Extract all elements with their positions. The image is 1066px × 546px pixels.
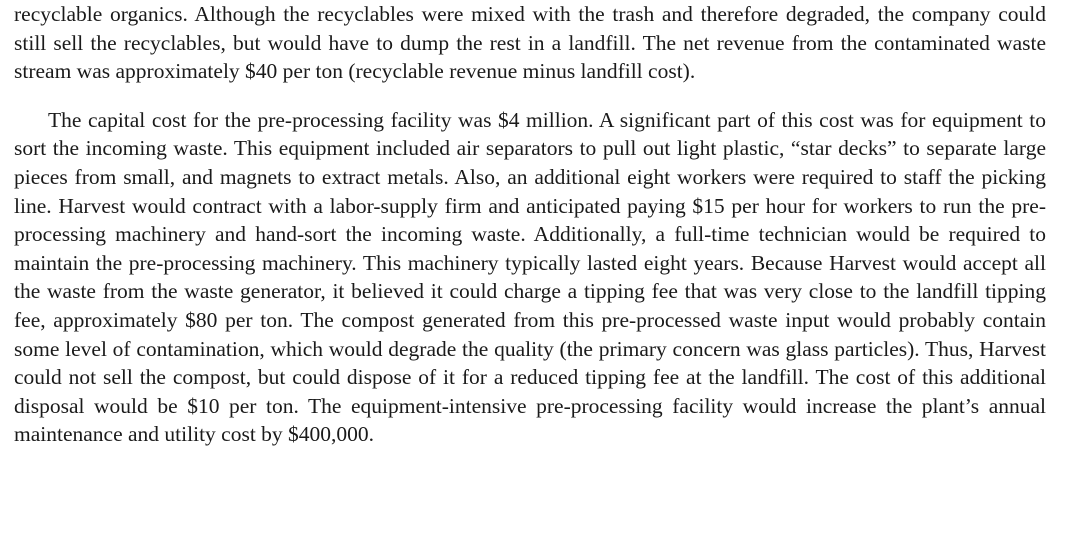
paragraph-continued-recyclables: recyclable organics. Although the recyclables were mixed with the trash and therefore degraded, the company could still sell the recyclables, but would have to dump the rest in a landfill. The net revenue from the contaminated waste stream was approximately $40 per ton (recyclable revenue minus landfill cost). [14, 2, 1046, 84]
document-page [14, 0, 1046, 449]
paragraph-pre-processing-facility: The capital cost for the pre-processing facility was $4 million. A significant part of this cost was for equipment to sort the incoming waste. This equipment included air separators to pull out light plastic, “star decks” to separate large pieces from small, and magnets to extract metals. Also, an additional eight workers were required to staff the picking line. Harvest would contract with a labor-supply firm and anticipated paying $15 per hour for workers to run the pre-processing machinery and hand-sort the incoming waste. Additionally, a full-time technician would be required to maintain the pre-processing machinery. This machinery typically lasted eight years. Because Harvest would accept all the waste from the waste generator, it believed it could charge a tipping fee that was very close to the landfill tipping fee, approximately $80 per ton. The compost generated from this pre-processed waste input would probably contain some level of contamination, which would degrade the quality (the primary concern was glass particles). Thus, Harvest could not sell the compost, but could dispose of it for a reduced tipping fee at the landfill. The cost of this additional disposal would be $10 per ton. The equipment-intensive pre-processing facility would increase the plant’s annual maintenance and utility cost by $400,000. [14, 107, 1046, 447]
